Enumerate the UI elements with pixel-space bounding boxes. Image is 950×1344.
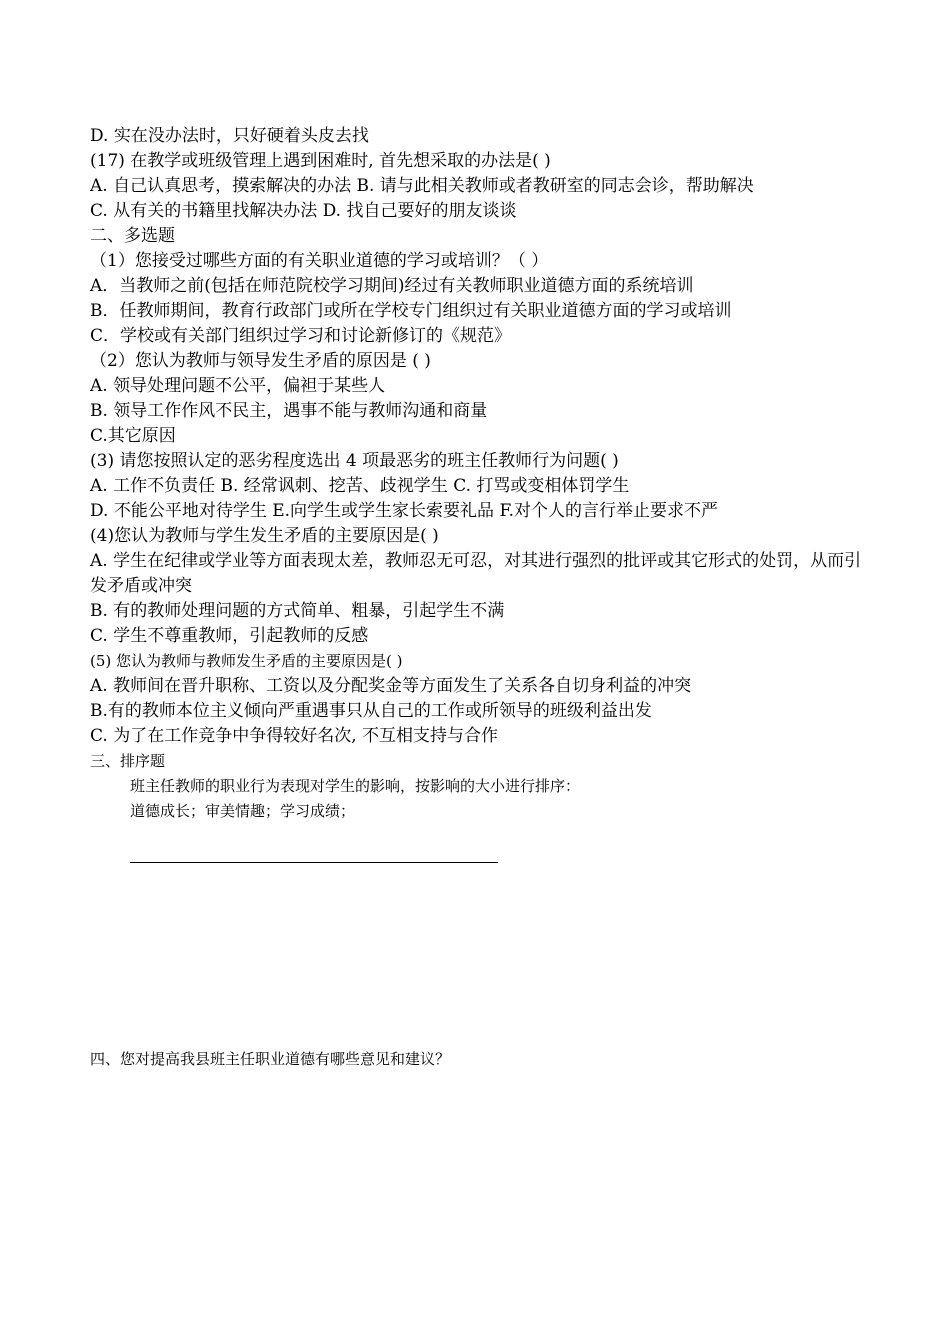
ranking-instruction: 班主任教师的职业行为表现对学生的影响，按影响的大小进行排序： [130,777,581,795]
option-line: A. 工作不负责任 B. 经常讽刺、挖苦、歧视学生 C. 打骂或变相体罚学生 [90,476,630,496]
option-line: C. 从有关的书籍里找解决办法 D. 找自己要好的朋友谈谈 [90,201,517,221]
option-line: D. 实在没办法时，只好硬着头皮去找 [90,126,369,146]
question-mc-4: (4)您认为教师与学生发生矛盾的主要原因是( ) [90,526,439,546]
option-line: C．学校或有关部门组织过学习和讨论新修订的《规范》 [90,326,512,346]
option-line: C. 学生不尊重教师，引起教师的反感 [90,626,369,646]
section-heading-multiple-choice: 二、多选题 [90,226,175,246]
option-line: D. 不能公平地对待学生 E.向学生或学生家长索要礼品 F.对个人的言行举止要求不严 [90,501,719,521]
question-mc-5: (5) 您认为教师与教师发生矛盾的主要原因是( ) [90,652,403,670]
question-mc-1: （1）您接受过哪些方面的有关职业道德的学习或培训？（ ） [90,251,549,271]
option-line: C.其它原因 [90,426,176,446]
question-17: (17) 在教学或班级管理上遇到困难时, 首先想采取的办法是( ) [90,151,551,171]
document-body [90,124,870,824]
option-line: B. 领导工作作风不民主，遇事不能与教师沟通和商量 [90,401,488,421]
option-line: A．当教师之前(包括在师范院校学习期间)经过有关教师职业道德方面的系统培训 [90,276,694,296]
option-line: A. 自己认真思考，摸索解决的办法 B. 请与此相关教师或者教研室的同志会诊，帮助解决 [90,176,754,196]
option-line: B．任教师期间，教育行政部门或所在学校专门组织过有关职业道德方面的学习或培训 [90,301,732,321]
answer-line [130,862,498,863]
option-line: A. 教师间在晋升职称、工资以及分配奖金等方面发生了关系各自切身利益的冲突 [90,676,692,696]
option-line: C. 为了在工作竞争中争得较好名次, 不互相支持与合作 [90,726,499,746]
ranking-items: 道德成长；审美情趣；学习成绩； [130,802,356,820]
option-line: B. 有的教师处理问题的方式简单、粗暴，引起学生不满 [90,601,505,621]
option-line: B.有的教师本位主义倾向严重遇事只从自己的工作或所领导的班级利益出发 [90,701,652,721]
question-mc-2: （2）您认为教师与领导发生矛盾的原因是 ( ) [90,351,431,371]
question-mc-3: (3) 请您按照认定的恶劣程度选出 4 项最恶劣的班主任教师行为问题( ) [90,451,619,471]
option-line: A. 学生在纪律或学业等方面表现太差，教师忍无可忍，对其进行强烈的批评或其它形式的处罚，从而引发矛盾或冲突 [90,551,862,596]
section-heading-ranking: 三、排序题 [90,752,166,770]
option-line: A. 领导处理问题不公平，偏袒于某些人 [90,376,386,396]
section-heading-suggestions: 四、您对提高我县班主任职业道德有哪些意见和建议？ [90,1050,451,1068]
